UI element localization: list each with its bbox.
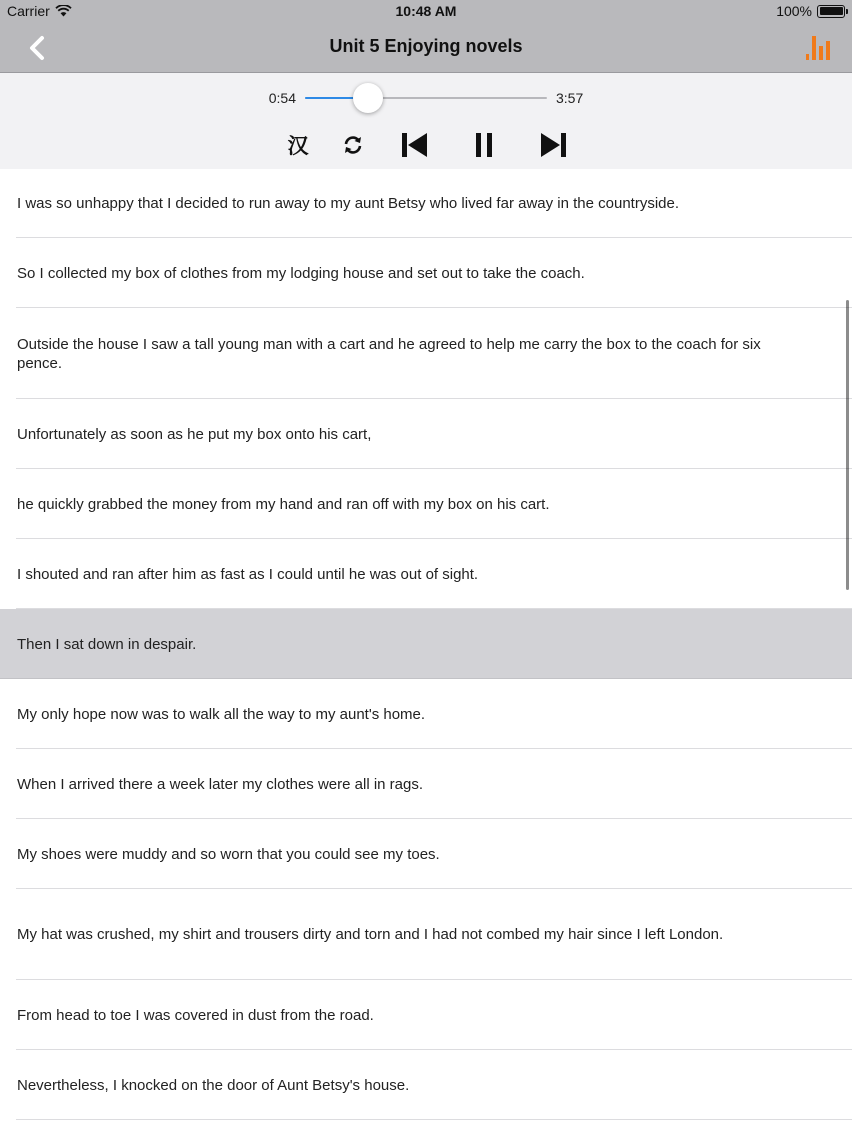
- sentence-text: When I arrived there a week later my clothes were all in rags.: [17, 775, 424, 793]
- sentence-text: My only hope now was to walk all the way to my aunt's home.: [17, 705, 426, 723]
- pause-icon: [469, 130, 499, 160]
- status-time: 10:48 AM: [395, 3, 457, 19]
- navigation-bar: [0, 22, 852, 73]
- translate-button[interactable]: 汉: [287, 135, 309, 158]
- sentence-text: So I collected my box of clothes from my lodging house and set out to take the coach.: [17, 264, 585, 282]
- pause-button[interactable]: [466, 125, 502, 165]
- list-item[interactable]: [0, 1050, 852, 1120]
- list-item[interactable]: [0, 308, 852, 399]
- sentence-text: I was so unhappy that I decided to run away to my aunt Betsy who lived far away in the countryside.: [17, 195, 680, 212]
- carrier-label: Carrier: [7, 3, 50, 19]
- total-time: 3:57: [556, 90, 584, 106]
- bar-chart-icon: [804, 34, 834, 62]
- stats-button[interactable]: [804, 34, 834, 62]
- sentence-text: he quickly grabbed the money from my hand and ran off with my box on his cart.: [17, 495, 550, 513]
- sentence-text: My hat was crushed, my shirt and trousers dirty and torn and I had not combed my hair since I left London.: [17, 926, 724, 943]
- progress-thumb[interactable]: [353, 83, 383, 113]
- sentence-text: Unfortunately as soon as he put my box onto his cart,: [17, 425, 372, 443]
- list-item[interactable]: [0, 980, 852, 1050]
- list-item[interactable]: [0, 469, 852, 539]
- page-title: Unit 5 Enjoying novels: [329, 36, 523, 56]
- status-battery: [776, 3, 845, 19]
- list-item[interactable]: [0, 238, 852, 308]
- sentence-text: My shoes were muddy and so worn that you could see my toes.: [17, 845, 440, 863]
- previous-button[interactable]: [396, 125, 432, 165]
- status-bar: [0, 0, 852, 22]
- list-item[interactable]: [0, 819, 852, 889]
- list-item[interactable]: [0, 609, 852, 679]
- audio-player: [0, 73, 852, 169]
- battery-icon: [817, 5, 845, 18]
- scrollbar[interactable]: [846, 300, 849, 590]
- list-item[interactable]: [0, 889, 852, 980]
- list-item[interactable]: [0, 169, 852, 238]
- current-time: 0:54: [268, 90, 296, 106]
- skip-next-icon: [539, 130, 569, 160]
- progress-slider[interactable]: [305, 97, 547, 99]
- sentence-text: From head to toe I was covered in dust from the road.: [17, 1006, 374, 1024]
- list-item[interactable]: [0, 749, 852, 819]
- repeat-icon: [342, 134, 364, 156]
- next-button[interactable]: [536, 125, 572, 165]
- repeat-button[interactable]: [338, 125, 368, 165]
- list-item[interactable]: [0, 539, 852, 609]
- skip-previous-icon: [399, 130, 429, 160]
- playback-controls: [0, 125, 852, 165]
- battery-percent: 100%: [776, 3, 812, 19]
- sentence-text: Outside the house I saw a tall young man with a cart and he agreed to help me carry the box to the coach for six pence.: [17, 335, 761, 372]
- sentence-text: I shouted and ran after him as fast as I could until he was out of sight.: [17, 565, 479, 583]
- sentence-text: Then I sat down in despair.: [17, 635, 197, 653]
- sentence-list: [0, 169, 852, 1120]
- list-item[interactable]: [0, 399, 852, 469]
- sentence-text: Nevertheless, I knocked on the door of Aunt Betsy's house.: [17, 1076, 410, 1094]
- list-item[interactable]: [0, 679, 852, 749]
